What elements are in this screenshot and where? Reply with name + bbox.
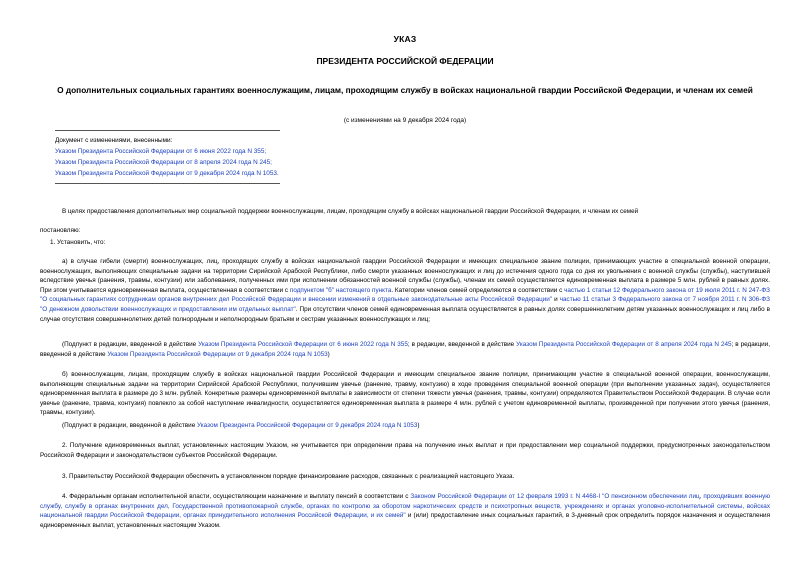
link-decree-245[interactable]: Указом Президента Российской Федерации от 8 апреля 2024 года N 245 bbox=[516, 341, 732, 348]
changes-block bbox=[55, 135, 279, 179]
decree-subject: О дополнительных социальных гарантиях военнослужащим, лицам, проходящим службу в войсках национальной гвардии Российской Федерации, и членам их семей bbox=[57, 85, 753, 95]
divider-bottom bbox=[55, 183, 280, 184]
paragraph-3: 3. Правительству Российской Федерации обеспечить в установленном порядке финансирование расходов, связанных с реализацией настоящего Указа. bbox=[62, 473, 515, 480]
link-decree-1053[interactable]: Указом Президента Российской Федерации от 9 декабря 2024 года N 1053 bbox=[107, 350, 328, 358]
paragraph-1a-note: (Подпункт в редакции, введенной в действие Указом Президента Российской Федерации от 6 июня 2022 года N 355; в редакции, введенной в действие Указом Президента Российской Федерации от 8 апреля 2024 года N 245; в редакции, введенной в действие Указом Президента Российской Федерации от 9 декабря 2024 года N 1053) bbox=[40, 341, 770, 358]
paragraph-1b: б) военнослужащим, лицам, проходящим службу в войсках национальной гвардии Российской Федерации и имеющим специальное звание полиции, принимающим участие в специальной военной операции, военнослужащим, выполняющим специальные задачи на территории Сирийской Арабской Республики, получившим увечье (ранение, травму, контузию) в ходе проведения специальной военной операции (при выполнении указанных задач), осуществляется единовременная выплата в размере до 3 млн. рублей. Конкретные размеры единовременной выплаты в зависимости от степени тяжести увечья (ранения, травмы, контузии) определяются Правительством Российской Федерации. В случае если увечье (ранение, травма, контузия) повлекло за собой наступление инвалидности, осуществляется единовременная выплата в размере 4 млн. рублей с учетом единовременной выплаты, произведенной при получении этого увечья (ранения, травмы, контузии). bbox=[40, 371, 770, 417]
paragraph-1: 1. Установить, что: bbox=[50, 239, 106, 246]
paragraph-1a: а) в случае гибели (смерти) военнослужащих, лиц, проходящих службу в войсках национальной гвардии Российской Федерации и имеющих специальное звание полиции, принимающих участие в специальной военной операции, военнослужащих, выполняющих специальные задачи на территории Сирийской Арабской Республики, либо смерти указанных военнослужащих и лиц до истечения одного года со дня их увольнения с военной службы (службы), наступившей вследствие увечья (ранения, травмы, контузии) или заболевания, полученных ими при исполнении обязанностей военной службы (службы), членам их семей осуществляется единовременная выплата в размере 5 млн. рублей в равных долях. При этом учитывается единовременная выплата, осуществленная в соответствии с подпунктом "б" настоящего пункта. Категории членов семей определяются в соответствии с частью 1 статьи 12 Федерального закона от 19 июля 2011 г. N 247-ФЗ "О социальных гарантиях сотрудникам органов внутренних дел Российской Федерации и внесении изменений в отдельные законодательные акты Российской Федерации" и частью 11 статьи 3 Федерального закона от 7 ноября 2011 г. N 306-ФЗ "О денежном довольствии военнослужащих и предоставлении им отдельных выплат". При отсутствии членов семей единовременная выплата осуществляется в равных долях совершеннолетним детям указанных военнослужащих и лиц либо в случае отсутствия совершеннолетних детей полнородным и неполнородным братьям и сестрам указанных военнослужащих и лиц; bbox=[40, 258, 770, 323]
link-part-1[interactable]: частью 1 bbox=[564, 286, 593, 294]
link-decree-355[interactable]: Указом Президента Российской Федерации от 6 июня 2022 года N 355 bbox=[198, 341, 408, 348]
link-subpoint-b[interactable]: подпунктом "б" настоящего пункта bbox=[289, 286, 392, 294]
link-law-4468[interactable]: Законом Российской Федерации от 12 февраля 1993 г. N 4468-I "О пенсионном обеспечении лиц, проходивших военную службу, службу в органах внутренних дел, Государственной противопожарной службе, органах по контролю за оборотом наркотических средств и психотропных веществ, учреждениях и органах уголовно-исполнительной системы, войсках национальной гвардии Российской Федерации, органах принудительного исполнения Российской Федерации, и их семей" bbox=[40, 493, 770, 520]
change-link-3[interactable]: Указом Президента Российской Федерации от 9 декабря 2024 года N 1053. bbox=[55, 170, 279, 177]
changes-intro: Документ с изменениями, внесенными: bbox=[55, 137, 173, 144]
divider-top bbox=[55, 130, 280, 131]
link-fz-306[interactable]: частью 11 статьи 3 Федерального закона от 7 ноября 2011 г. N 306-ФЗ "О денежном довольствии военнослужащих и предоставлении им отдельных выплат" bbox=[40, 296, 770, 313]
change-link-2[interactable]: Указом Президента Российской Федерации от 8 апреля 2024 года N 245; bbox=[55, 159, 272, 166]
paragraph-2: 2. Получение единовременных выплат, установленных настоящим Указом, не учитывается при определении права на получение иных выплат и при предоставлении мер социальной поддержки, предусмотренных законодательством Российской Федерации и законодательством субъектов Российской Федерации. bbox=[40, 442, 770, 459]
paragraph-1b-note: (Подпункт в редакции, введенной в действие Указом Президента Российской Федерации от 9 декабря 2024 года N 1053) bbox=[62, 422, 420, 429]
decree-word: постановляю: bbox=[40, 227, 81, 234]
paragraph-4: 4. Федеральным органам исполнительной власти, осуществляющим назначение и выплату пенсий в соответствии с Законом Российской Федерации от 12 февраля 1993 г. N 4468-I "О пенсионном обеспечении лиц, проходивших военную службу, службу в органах внутренних дел, Государственной противопожарной службе, органах по контролю за оборотом наркотических средств и психотропных веществ, учреждениях и органах уголовно-исполнительной системы, войсках национальной гвардии Российской Федерации, органах принудительного исполнения Российской Федерации, и их семей" и (или) предоставление иных социальных гарантий, в 3-дневный срок определить порядок назначения и осуществления единовременных выплат, установленных настоящим Указом. bbox=[40, 493, 771, 529]
change-link-1[interactable]: Указом Президента Российской Федерации от 6 июня 2022 года N 355; bbox=[55, 148, 267, 155]
link-decree-1053-b[interactable]: Указом Президента Российской Федерации от 9 декабря 2024 года N 1053 bbox=[197, 422, 418, 429]
revision-note: (с изменениями на 9 декабря 2024 года) bbox=[343, 117, 467, 124]
preamble: В целях предоставления дополнительных мер социальной поддержки военнослужащим, лицам, проходящим службу в войсках национальной гвардии Российской Федерации, и членам их семей bbox=[62, 208, 639, 215]
decree-title: УКАЗ bbox=[393, 34, 417, 44]
link-fz-247[interactable]: статьи 12 Федерального закона от 19 июля 2011 г. N 247-ФЗ "О социальных гарантиях сотрудникам органов внутренних дел Российской Федерации и внесении изменений в отдельные законодательные акты Российской Федерации" bbox=[40, 286, 770, 304]
decree-issuer: ПРЕЗИДЕНТА РОССИЙСКОЙ ФЕДЕРАЦИИ bbox=[316, 56, 494, 66]
